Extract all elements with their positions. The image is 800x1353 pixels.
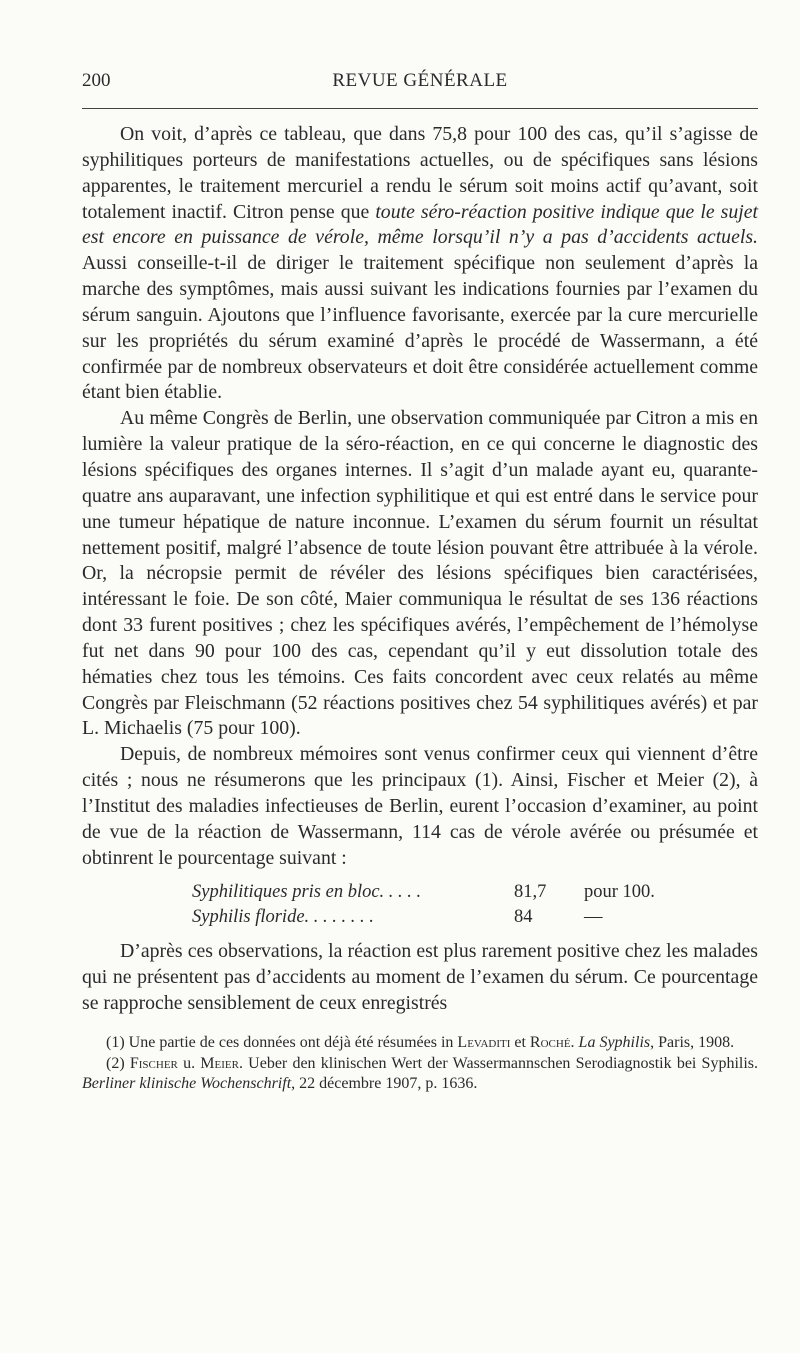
paragraph-3: Depuis, de nombreux mémoires sont venus confirmer ceux qui viennent d’être cités ; nous ne résumerons que les principaux (1). Ainsi, Fischer et Meier (2), à l’Institut des maladies infectieuses de Berlin, eurent l’occasion d’examiner, au point de vue de la réaction de Wassermann, 114 cas de vérole avérée ou présumée et obtinrent le pourcentage suivant : [82,743,758,869]
footnote-1-end: , Paris, 1908. [650,1034,735,1051]
row-value: 81,7 [514,882,547,903]
footnotes [82,1033,758,1095]
footnote-2-author: Fischer [129,1054,178,1072]
paragraph-4: D’après ces observations, la réaction est plus rarement positive chez les malades qui ne présentent pas d’accidents au moment de l’examen du sérum. Ce pourcentage se rapproche sensiblement de ceux enregistrés [82,940,758,1015]
percentage-table [192,880,758,930]
running-title: REVUE GÉNÉRALE [332,70,508,91]
table-row [192,880,758,905]
paragraph-1-text-end: Aussi conseille-t-il de diriger le traitement spécifique non seulement d’après la marche des symptômes, mais aussi suivant les indications fournies par l’examen du sérum sanguin. Ajoutons que l’influence favorisante, exercée par la cure mercurielle sur les propriétés du sérum examiné d’après le procédé de Wassermann, a été confirmée par de nombreux observateurs et doit être considérée actuellement comme étant bien établie. [82,252,758,404]
footnote-1-text: (1) Une partie de ces données ont déjà été résumées in [106,1034,458,1051]
running-header [82,70,758,100]
page [82,70,759,1092]
paragraph-1-text: On voit, d’après ce tableau, que dans 75,8 pour 100 des cas, qu’il s’agisse de syphilitiques porteurs de manifestations actuelles, ou de spécifiques sans lésions apparentes, le traitement mercuriel a rendu le sérum soit moins actif qu’avant, soit totalement inactif. Citron pense que [82,123,758,223]
footnote-1-author: Roché [529,1034,571,1051]
row-label: Syphilitiques pris en bloc. . . . . [192,882,422,903]
footnote-2-end: , 22 décembre 1907, p. 1636. [291,1075,478,1092]
paragraph-1-italic: toute séro-réaction positive indique que le sujet est encore en puissance de vérole, même lorsqu’il n’y a pas d’accidents actuels. [82,200,758,249]
page-number: 200 [82,70,111,91]
row-unit: pour 100. [584,882,655,903]
footnote-2-num: (2) [106,1054,130,1072]
table-row [192,905,758,930]
footnote-2-author: Meier [200,1054,239,1072]
footnote-2-journal: Berliner klinische Wochenschrift [82,1075,292,1092]
paragraph-1 [82,122,758,406]
footnote-2-text: . Ueber den klinischen Wert der Wassermannschen Serodiagnostik bei Syphilis. [238,1054,759,1072]
footnote-2 [82,1054,758,1095]
footnote-1 [82,1033,758,1054]
article-body [82,122,758,1095]
row-value: 84 [514,907,533,928]
paragraph-2: Au même Congrès de Berlin, une observation communiquée par Citron a mis en lumière la valeur pratique de la séro-réaction, en ce qui concerne le diagnostic des lésions spécifiques des organes internes. Il s’agit d’un malade ayant eu, quarante-quatre ans auparavant, une infection syphilitique et qui est entré dans le service pour une tumeur hépatique de nature inconnue. L’examen du sérum fournit un résultat nettement positif, malgré l’absence de toute lésion pouvant être attribuée à la vérole. Or, la nécropsie permit de révéler des lésions spécifiques bien caractérisées, intéressant le foie. De son côté, Maier communiqua le résultat de ses 136 réactions dont 33 furent positives ; chez les spécifiques avérés, l’empêchement de l’hémolyse fut net dans 90 pour 100 des cas, cependant qu’il y eut dissolution totale des hématies chez tous les témoins. Ces faits concordent avec ceux relatés au même Congrès par Fleischmann (52 réactions positives chez 54 syphilitiques avérés) et par L. Michaelis (75 pour 100). [82,407,758,740]
row-unit: — [584,907,603,928]
footnote-1-title: La Syphilis [578,1034,651,1051]
footnote-1-sep: . [570,1034,579,1051]
footnote-1-conj: et [510,1034,530,1051]
header-rule [82,108,758,109]
footnote-1-author: Levaditi [457,1034,511,1051]
row-label: Syphilis floride. . . . . . . . [192,907,374,928]
footnote-2-conj: u. [177,1054,201,1072]
